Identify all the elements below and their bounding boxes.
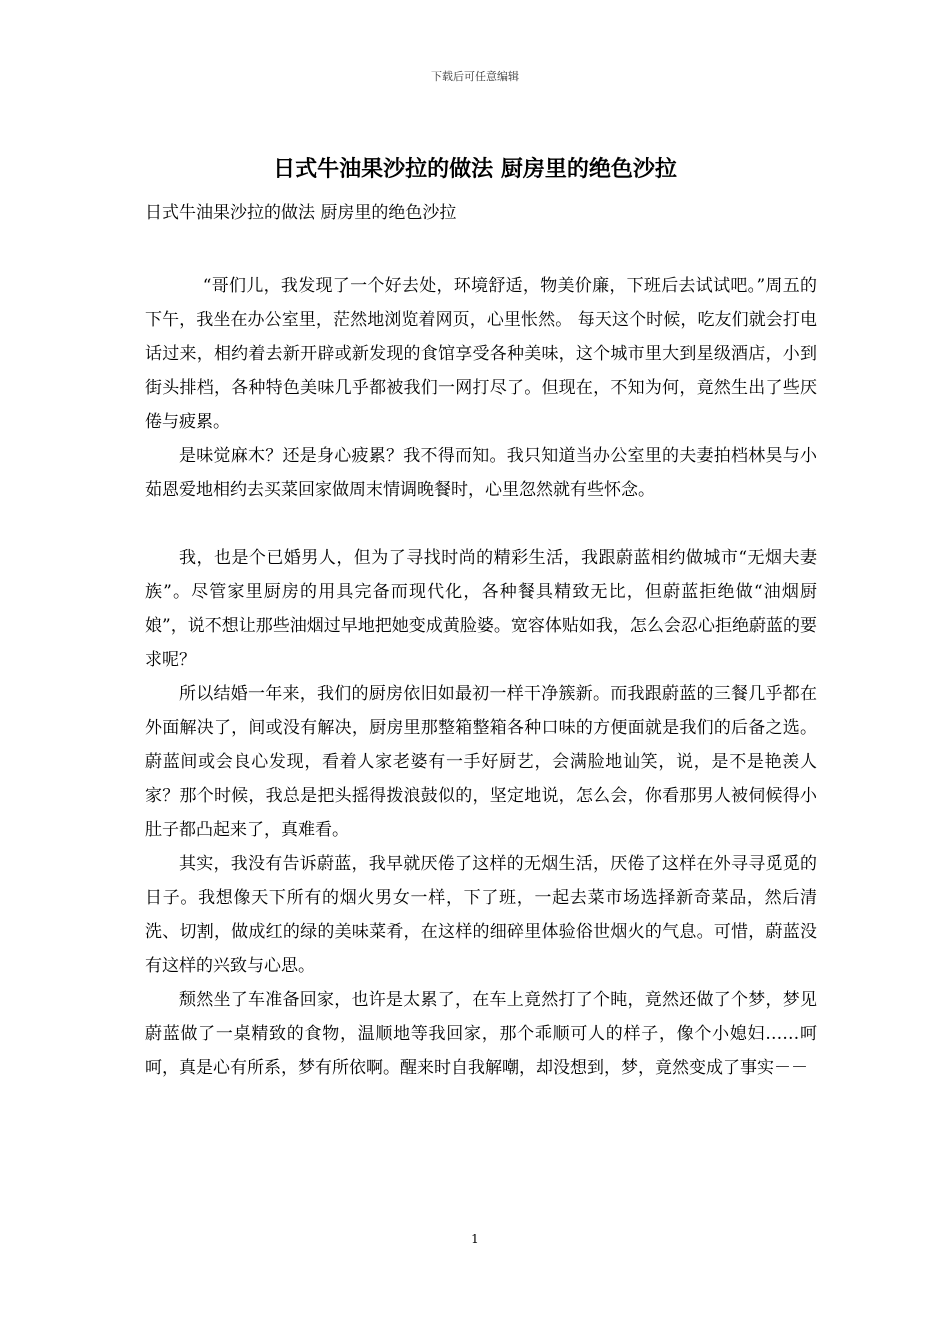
paragraph: 我，也是个已婚男人，但为了寻找时尚的精彩生活，我跟蔚蓝相约做城市“无烟夫妻族”。尽管家里厨房的用具完备而现代化，各种餐具精致无比，但蔚蓝拒绝做“油烟厨娘”，说不想让那些油烟过早地把她变成黄脸婆。宽容体贴如我，怎么会忍心拒绝蔚蓝的要求呢？ [145, 548, 817, 670]
paragraph: “哥们儿，我发现了一个好去处，环境舒适，物美价廉，下班后去试试吧。”周五的下午，我坐在办公室里，茫然地浏览着网页，心里怅然。 每天这个时候，吃友们就会打电话过来，相约着去新开辟或新发现的食馆享受各种美味，这个城市里大到星级酒店，小到街头排档，各种特色美味几乎都被我们一网打尽了。但现在，不知为何，竟然生出了些厌倦与疲累。 [145, 276, 817, 432]
document-title: 日式牛油果沙拉的做法 厨房里的绝色沙拉 [273, 157, 677, 182]
header-note: 下载后可任意编辑 [431, 70, 519, 83]
paragraph: 所以结婚一年来，我们的厨房依旧如最初一样干净簇新。而我跟蔚蓝的三餐几乎都在外面解决了，间或没有解决，厨房里那整箱整箱各种口味的方便面就是我们的后备之选。蔚蓝间或会良心发现，看着人家老婆有一手好厨艺，会满脸地讪笑，说，是不是艳羡人家？那个时候，我总是把头摇得拨浪鼓似的，坚定地说，怎么会，你看那男人被伺候得小肚子都凸起来了，真难看。 [145, 684, 817, 840]
page-number: 1 [471, 1232, 479, 1246]
paragraph: 其实，我没有告诉蔚蓝，我早就厌倦了这样的无烟生活，厌倦了这样在外寻寻觅觅的日子。我想像天下所有的烟火男女一样，下了班，一起去菜市场选择新奇菜品，然后清洗、切割，做成红的绿的美味菜肴，在这样的细碎里体验俗世烟火的气息。可惜，蔚蓝没有这样的兴致与心思。 [145, 854, 817, 976]
paragraph: 是味觉麻木？还是身心疲累？我不得而知。我只知道当办公室里的夫妻拍档林昊与小茹恩爱地相约去买菜回家做周末情调晚餐时，心里忽然就有些怀念。 [145, 446, 817, 500]
document-subtitle: 日式牛油果沙拉的做法 厨房里的绝色沙拉 [145, 203, 457, 223]
document-body [145, 269, 817, 1085]
paragraph: 颓然坐了车准备回家，也许是太累了，在车上竟然打了个盹，竟然还做了个梦，梦见蔚蓝做了一桌精致的食物，温顺地等我回家，那个乖顺可人的样子，像个小媳妇……呵呵，真是心有所系，梦有所依啊。醒来时自我解嘲，却没想到，梦，竟然变成了事实－－ [145, 990, 817, 1078]
